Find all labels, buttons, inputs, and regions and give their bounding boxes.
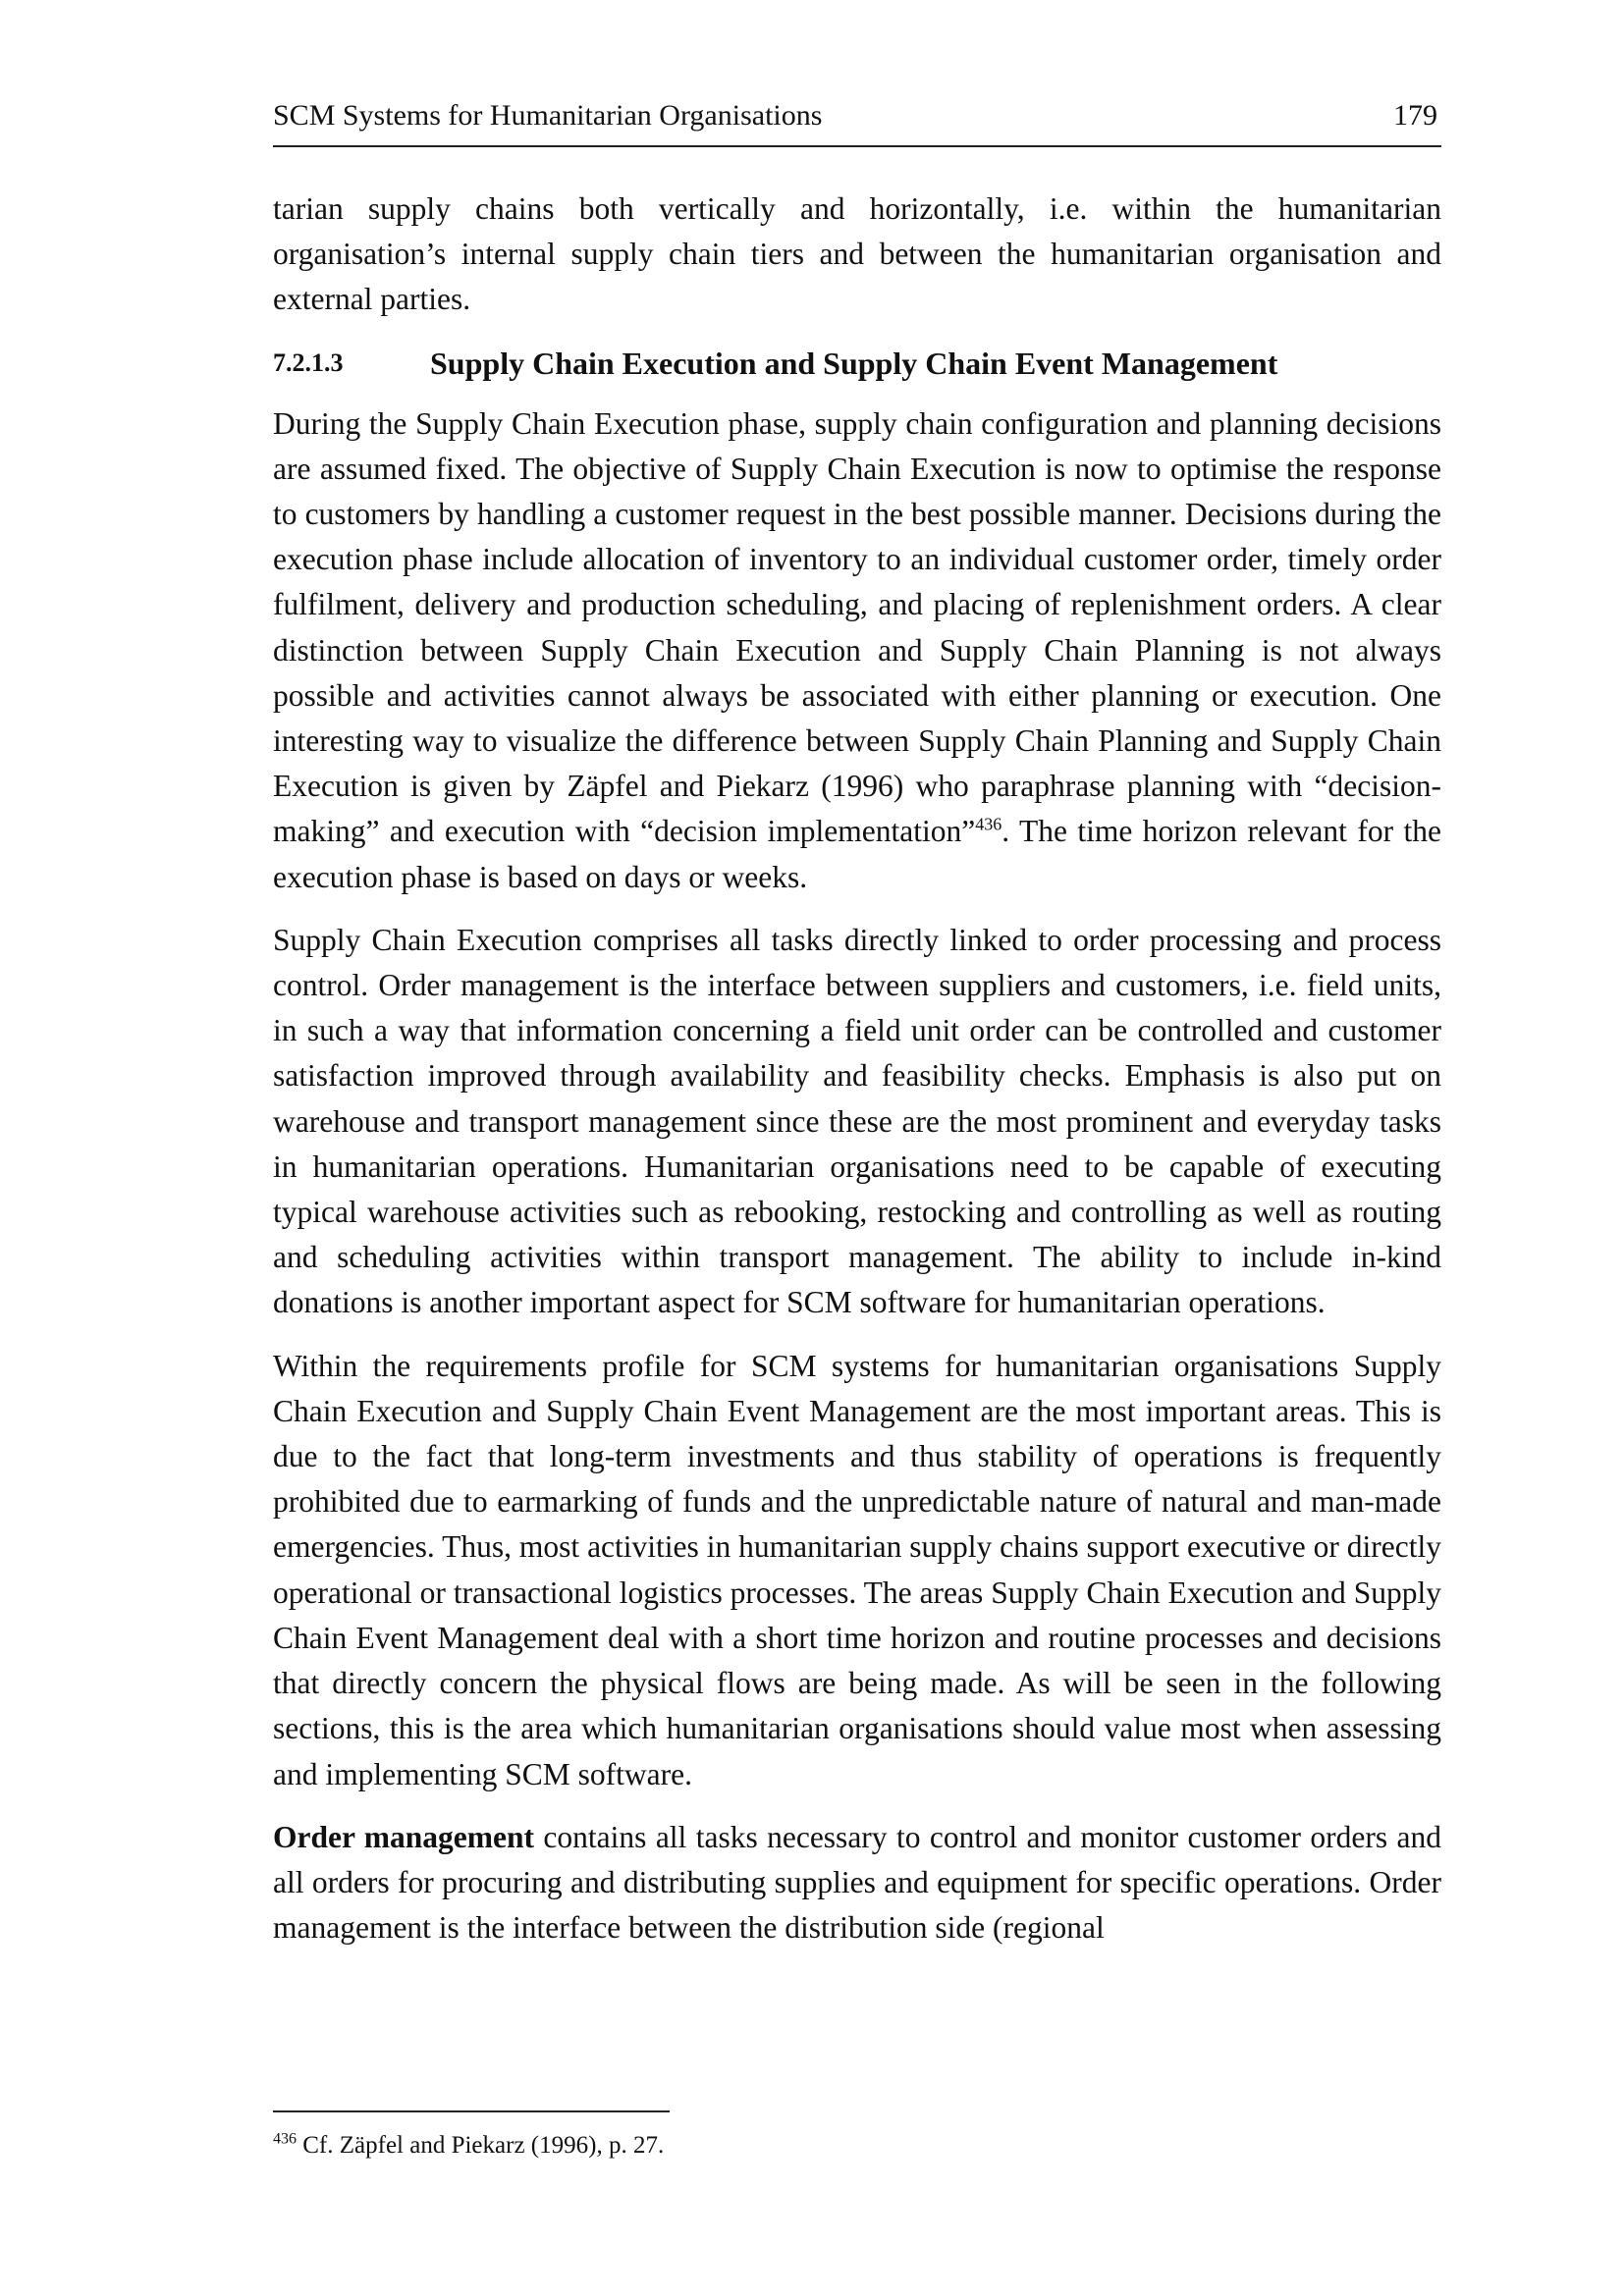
paragraph-requirements-profile: Within the requirements profile for SCM systems for humanitarian organisations Supply Chain Execution and Supply Chain Event Management are the most important areas. This is due to the fact that long-term investments and thus stability of operations is frequently prohibited due to earmarking of funds and the unpredictable nature of natural and man-made emergencies. Thus, most activities in humanitarian supply chains support executive or directly operational or transactional logistics processes. The areas Supply Chain Execution and Supply Chain Event Management deal with a short time horizon and routine processes and decisions that directly concern the physical flows are being made. As will be seen in the following sections, this is the area which humanitarian organisations should value most when assessing and implementing SCM software. [273, 1348, 1441, 1791]
paragraph-execution-phase [273, 401, 1441, 900]
page-number: 179 [1393, 99, 1437, 132]
paragraph-text: contains all tasks necessary to control and monitor customer orders and all orders for procuring and distributing supplies and equipment for specific operations. Order management is the interface between the distribution side (regional [273, 1819, 1441, 1946]
paragraph-order-management [273, 1815, 1441, 1951]
footnote-divider [273, 2110, 670, 2112]
section-number: 7.2.1.3 [273, 347, 344, 377]
bold-term: Order management [273, 1819, 535, 1854]
document-page [273, 0, 1441, 2296]
footnote-reference: 436 [975, 814, 1002, 834]
footnote [273, 2128, 664, 2163]
running-header-title: SCM Systems for Humanitarian Organisations [273, 99, 823, 132]
section-heading [273, 341, 1441, 386]
paragraph-text: During the Supply Chain Execution phase, supply chain configuration and planning decisions are assumed fixed. The objective of Supply Chain Execution is now to optimise the response to customers by handling a customer request in the best possible manner. Decisions during the execution phase include allocation of inventory to an individual customer order, timely order fulfilment, delivery and production scheduling, and placing of replenishment orders. A clear distinction between Supply Chain Execution and Supply Chain Planning is not always possible and activities cannot always be associated with either planning or execution. One interesting way to visualize the difference between Supply Chain Planning and Supply Chain Execution is given by Zäpfel and Piekarz (1996) who paraphrase planning with “decision-making” and execution with “decision implementation” [273, 405, 1441, 849]
paragraph-execution-tasks: Supply Chain Execution comprises all tasks directly linked to order processing and process control. Order management is the interface between suppliers and customers, i.e. field units, in such a way that information concerning a field unit order can be controlled and customer satisfaction improved through availability and feasibility checks. Emphasis is also put on warehouse and transport management since these are the most prominent and everyday tasks in humanitarian operations. Humanitarian organisations need to be capable of executing typical warehouse activities such as rebooking, restocking and controlling as well as routing and scheduling activities within transport management. The ability to include in-kind donations is another important aspect for SCM software for humanitarian operations. [273, 922, 1441, 1320]
section-title: Supply Chain Execution and Supply Chain Event Management [430, 345, 1278, 381]
paragraph-continued: tarian supply chains both vertically and horizontally, i.e. within the humanitarian organisation’s internal supply chain tiers and between the humanitarian organisation and external parties. [273, 191, 1441, 317]
paragraph-text: . The time horizon relevant for the execution phase is based on days or weeks. [273, 814, 1441, 894]
footnote-number: 436 [273, 2130, 297, 2148]
footnote-text: Cf. Zäpfel and Piekarz (1996), p. 27. [297, 2132, 665, 2159]
running-header [273, 96, 1441, 147]
body-text [273, 187, 1441, 1968]
